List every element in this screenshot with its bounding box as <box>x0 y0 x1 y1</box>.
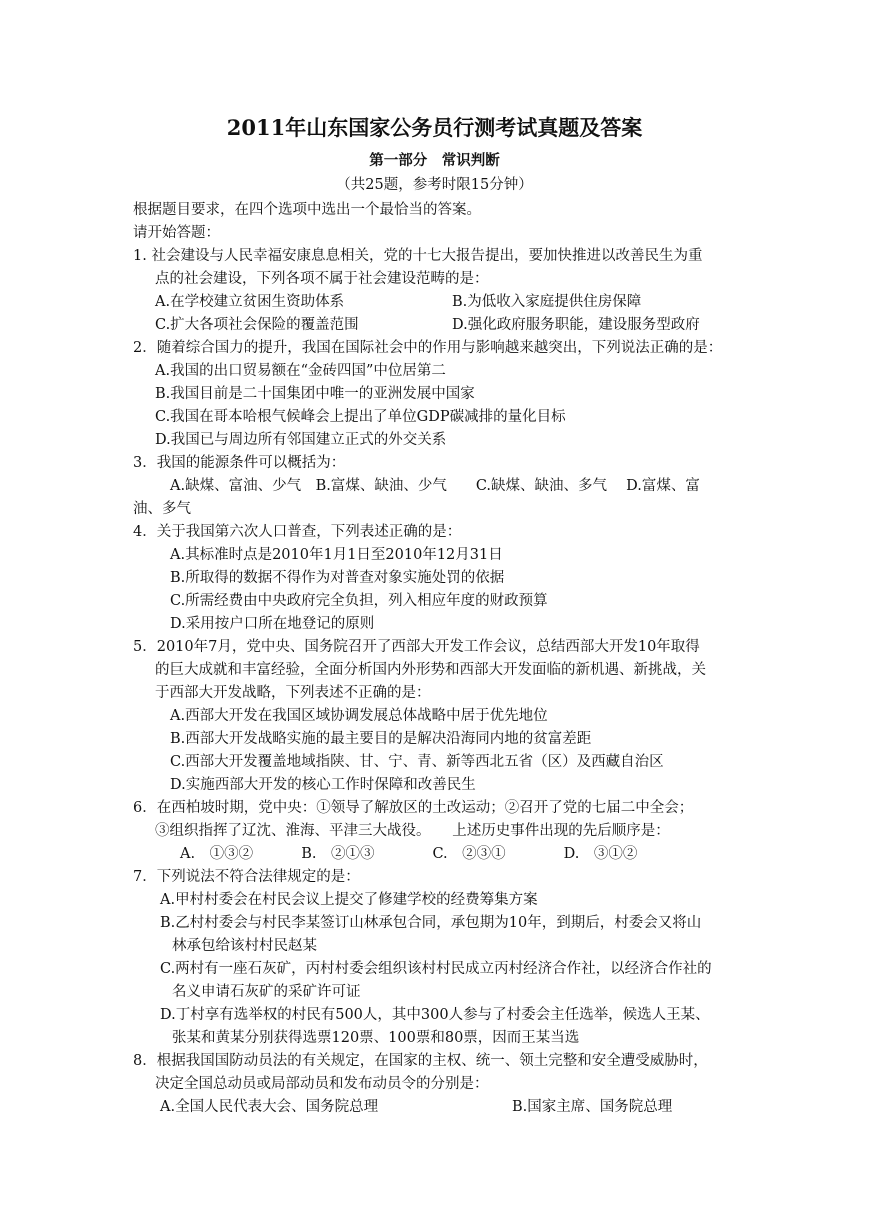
question-3-stem: 3．我国的能源条件可以概括为： <box>133 455 346 471</box>
question-2-option-c: C.我国在哥本哈根气候峰会上提出了单位GDP碳减排的量化目标 <box>155 409 566 425</box>
question-8-stem: 8．根据我国国防动员法的有关规定，在国家的主权、统一、领土完整和安全遭受威胁时， <box>133 1053 708 1069</box>
question-7-stem: 7．下列说法不符合法律规定的是： <box>133 869 360 885</box>
question-1-option-d: D.强化政府服务职能，建设服务型政府 <box>452 317 700 333</box>
question-5-option-c: C.西部大开发覆盖地域指陕、甘、宁、青、新等西北五省（区）及西藏自治区 <box>170 754 664 770</box>
section-title: 第一部分 常识判断 <box>369 152 500 169</box>
question-7-option-b-cont: 林承包给该村村民赵某 <box>172 938 317 954</box>
question-7-option-c: C.两村有一座石灰矿，丙村村委会组织该村村民成立丙村经济合作社，以经济合作社的 <box>160 961 712 977</box>
question-7-option-c-cont: 名义申请石灰矿的采矿许可证 <box>172 984 361 1000</box>
question-1-stem: 1. 社会建设与人民幸福安康息息相关，党的十七大报告提出，要加快推进以改善民生为重 <box>133 248 703 264</box>
question-2-option-b: B.我国目前是二十国集团中唯一的亚洲发展中国家 <box>155 386 475 402</box>
question-6-stem: 6．在西柏坡时期，党中央：①领导了解放区的土改运动；②召开了党的七届二中全会； <box>133 800 694 816</box>
question-3-options-cont: 油、多气 <box>133 501 191 517</box>
question-5-stem-cont-1: 的巨大成就和丰富经验，全面分析国内外形势和西部大开发面临的新机遇、新挑战，关 <box>155 662 706 678</box>
question-7-option-a: A.甲村村委会在村民会议上提交了修建学校的经费筹集方案 <box>160 892 538 908</box>
question-8-stem-cont: 决定全国总动员或局部动员和发布动员令的分别是： <box>155 1076 489 1092</box>
question-1-option-a: A.在学校建立贫困生资助体系 <box>155 294 345 310</box>
question-8-option-b: B.国家主席、国务院总理 <box>512 1099 673 1115</box>
question-7-option-d-cont: 张某和黄某分别获得选票120票、100票和80票，因而王某当选 <box>172 1030 580 1046</box>
question-4-option-b: B.所取得的数据不得作为对普查对象实施处罚的依据 <box>170 570 505 586</box>
instruction-text: 根据题目要求，在四个选项中选出一个最恰当的答案。 <box>133 202 481 218</box>
question-1-stem-cont: 点的社会建设，下列各项不属于社会建设范畴的是： <box>155 271 489 287</box>
question-5-option-b: B.西部大开发战略实施的最主要目的是解决沿海同内地的贫富差距 <box>170 731 592 747</box>
question-2-option-a: A.我国的出口贸易额在“金砖四国”中位居第二 <box>155 363 446 379</box>
question-1-option-b: B.为低收入家庭提供住房保障 <box>452 294 642 310</box>
question-4-option-c: C.所需经费由中央政府完全负担，列入相应年度的财政预算 <box>170 593 548 609</box>
document-title: 2011年山东国家公务员行测考试真题及答案 <box>226 115 643 140</box>
question-4-option-d: D.采用按户口所在地登记的原则 <box>170 616 375 632</box>
question-2-stem: 2．随着综合国力的提升，我国在国际社会中的作用与影响越来越突出，下列说法正确的是： <box>133 340 723 356</box>
question-6-stem-cont: ③组织指挥了辽沈、淮海、平津三大战役。 上述历史事件出现的先后顺序是： <box>155 823 670 839</box>
question-1-option-c: C.扩大各项社会保险的覆盖范围 <box>155 317 359 333</box>
question-3-options: A.缺煤、富油、少气 B.富煤、缺油、少气 C.缺煤、缺油、多气 D.富煤、富 <box>170 478 700 494</box>
question-2-option-d: D.我国已与周边所有邻国建立正式的外交关系 <box>155 432 447 448</box>
question-7-option-d: D.丁村享有选举权的村民有500人，其中300人参与了村委会主任选举，候选人王某、 <box>160 1007 710 1023</box>
question-5-stem-cont-2: 于西部大开发战略，下列表述不正确的是： <box>155 685 431 701</box>
question-4-stem: 4．关于我国第六次人口普查，下列表述正确的是： <box>133 524 462 540</box>
section-note: （共25题，参考时限15分钟） <box>336 177 533 193</box>
question-7-option-b: B.乙村村委会与村民李某签订山林承包合同，承包期为10年，到期后，村委会又将山 <box>160 915 702 931</box>
question-6-options: A. ①③② B. ②①③ C. ②③① D. ③①② <box>180 846 638 862</box>
question-4-option-a: A.其标准时点是2010年1月1日至2010年12月31日 <box>170 547 503 563</box>
question-5-option-a: A.西部大开发在我国区域协调发展总体战略中居于优先地位 <box>170 708 548 724</box>
start-text: 请开始答题： <box>133 225 220 241</box>
question-5-option-d: D.实施西部大开发的核心工作时保障和改善民生 <box>170 777 476 793</box>
question-8-option-a: A.全国人民代表大会、国务院总理 <box>160 1099 379 1115</box>
question-5-stem: 5．2010年7月，党中央、国务院召开了西部大开发工作会议，总结西部大开发10年取得 <box>133 639 700 655</box>
